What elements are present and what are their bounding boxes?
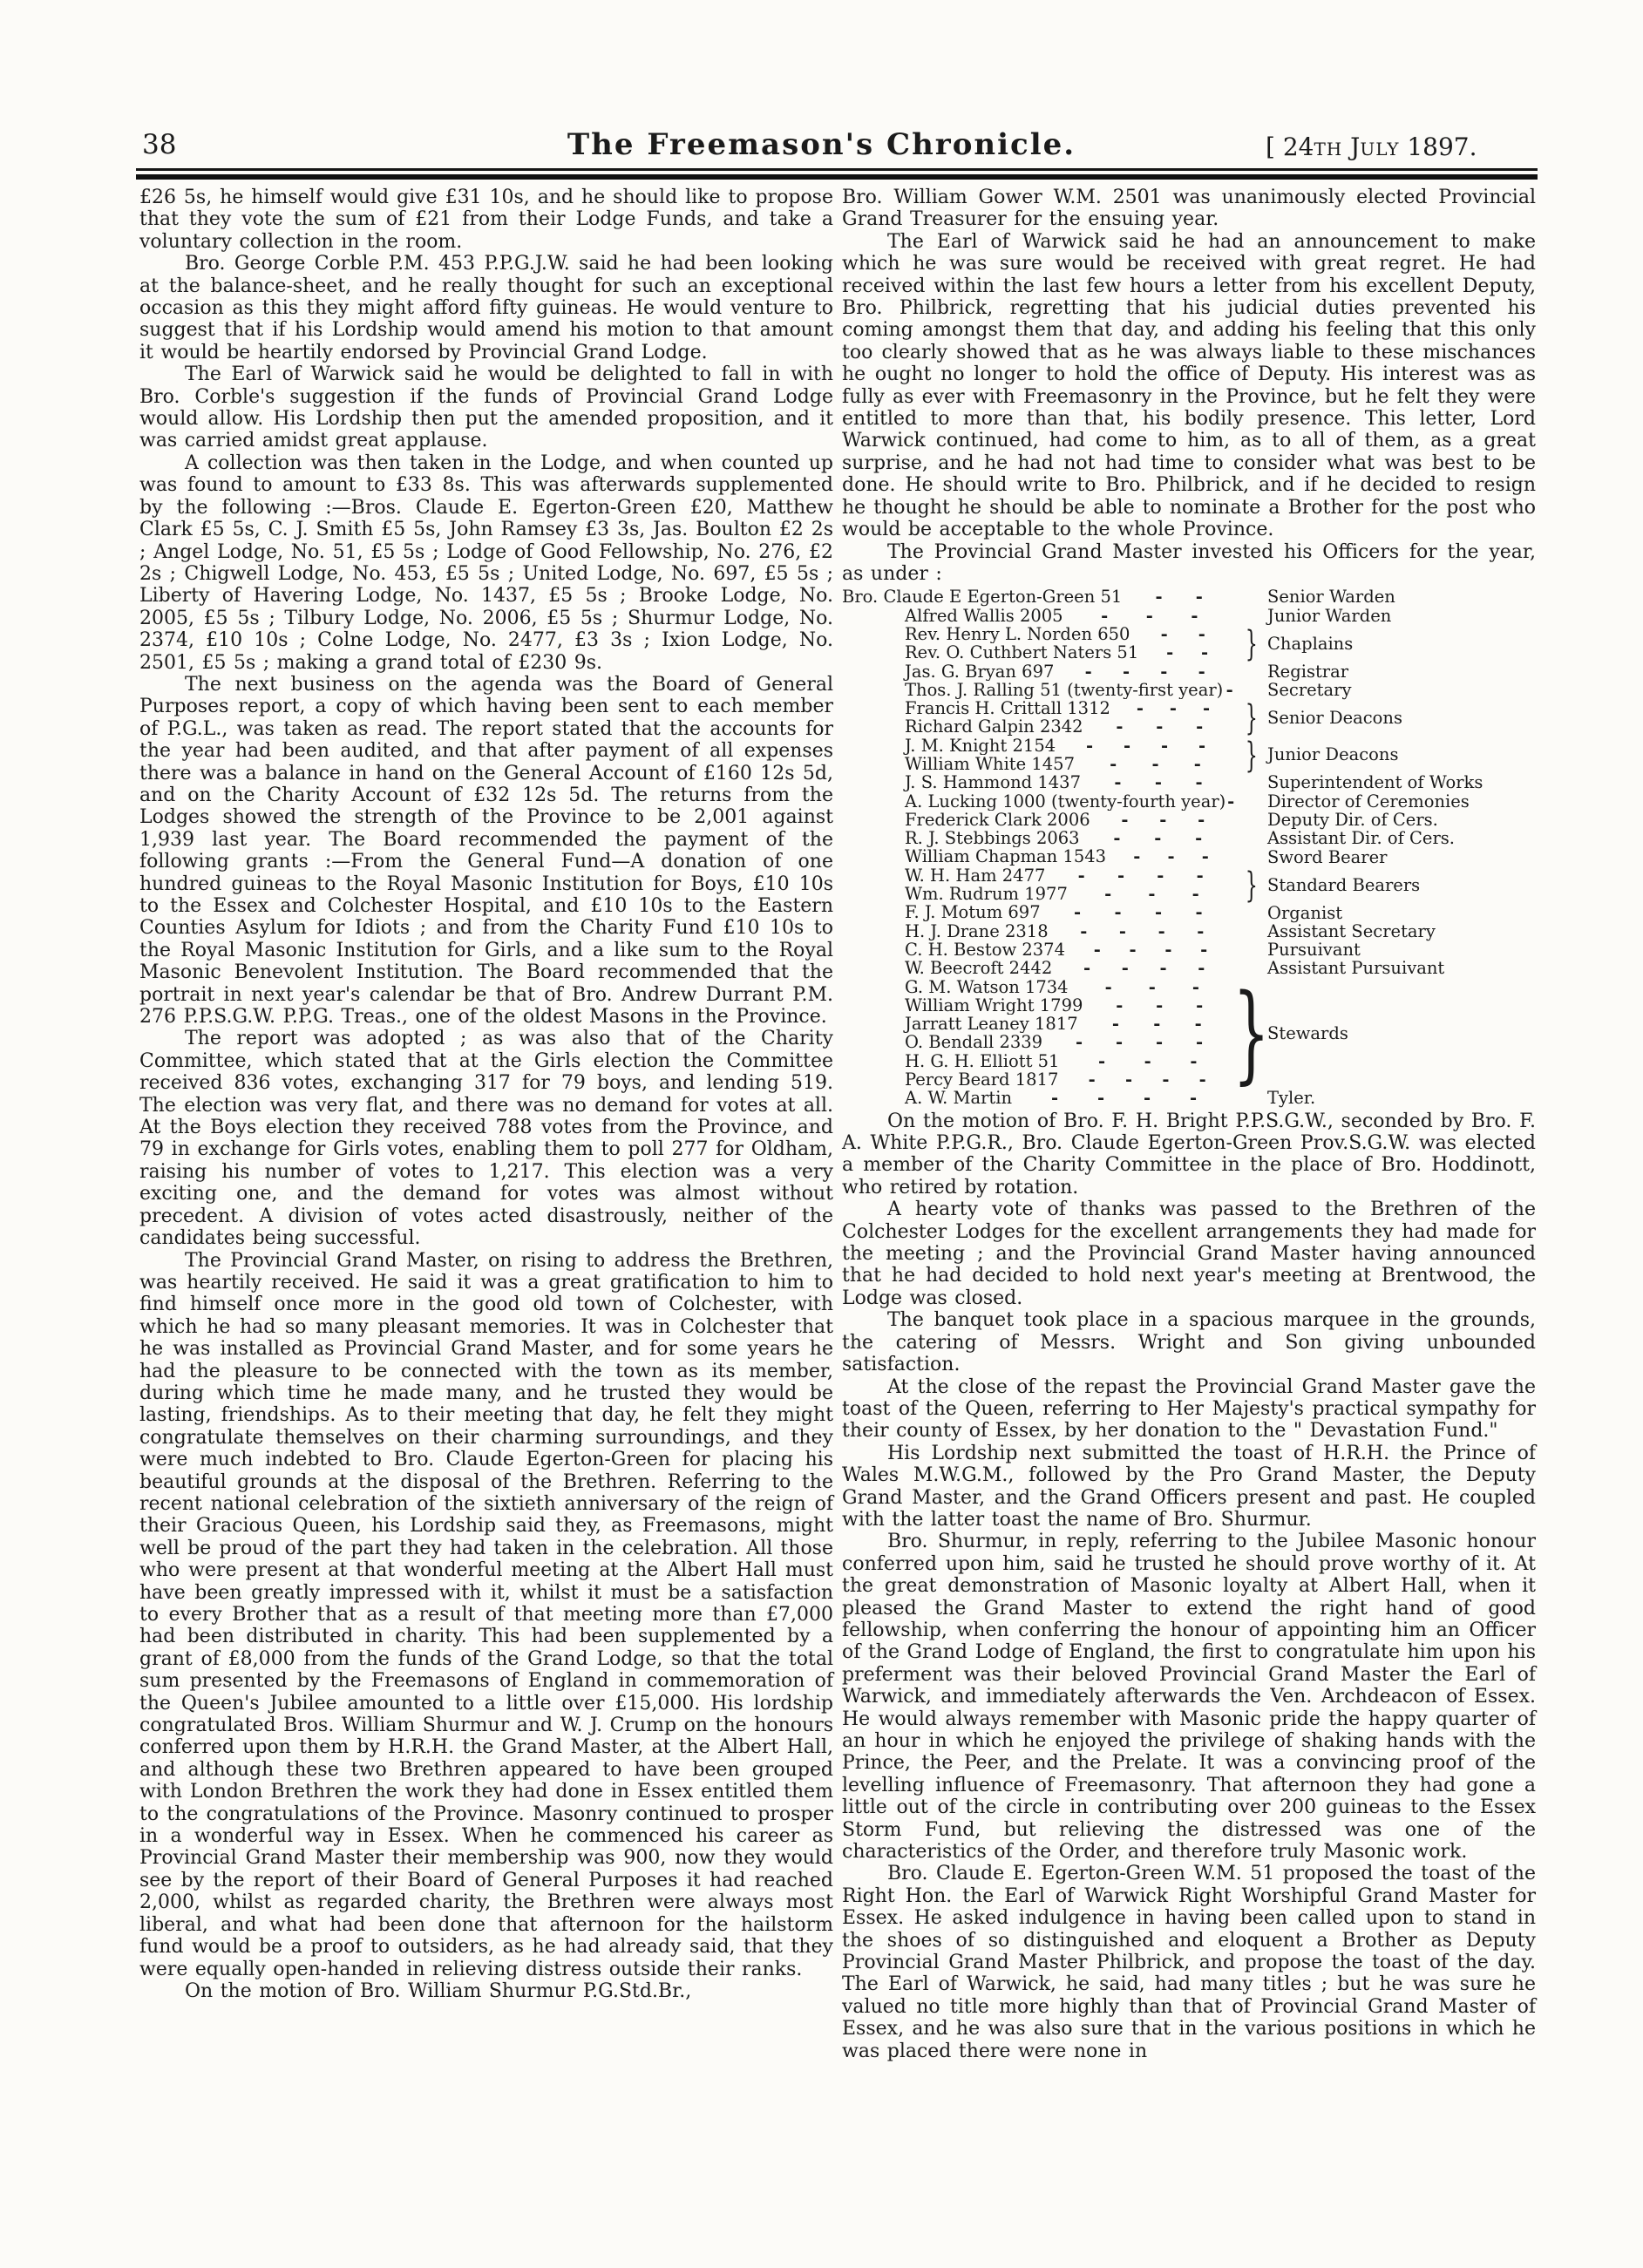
brace-icon: }: [1245, 733, 1259, 776]
right-paragraphs-before: [842, 187, 1536, 585]
issue-date-month-initial: J: [1342, 132, 1361, 161]
paragraph: The Provincial Grand Master invested his Officers for the year, as under :: [842, 540, 1536, 585]
officer-name: A. W. Martin: [905, 1089, 1013, 1108]
officer-row: [842, 866, 1236, 885]
officer-row: [842, 792, 1236, 811]
officer-name: Bro. Claude E Egerton-Green 51: [842, 587, 1123, 607]
officer-name: G. M. Watson 1734: [905, 977, 1069, 996]
officer-name: R. J. Stebbings 2063: [905, 829, 1080, 848]
officer-role: Registrar: [1267, 661, 1349, 682]
paragraph: At the close of the repast the Provincial Grand Master gave the toast of the Queen, referring to Her Majesty's practical sympathy for their county of Essex, by her donation to the " Devastation Fund.": [842, 1375, 1536, 1443]
officer-row: [842, 847, 1236, 866]
dash-leaders: - - -: [1116, 995, 1204, 1015]
officer-row: [842, 643, 1236, 662]
officer-row: [842, 1052, 1236, 1070]
officer-row: [842, 940, 1236, 959]
officer-row: [842, 681, 1236, 699]
paragraph: A hearty vote of thanks was passed to the Brethren of the Colchester Lodges for the excellent arrangements they had made for the meeting ; and the Provincial Grand Master having announced that he had decided to hold next year's meeting at Brentwood, the Lodge was closed.: [842, 1199, 1536, 1309]
dash-leaders: - - - -: [1088, 1070, 1206, 1090]
officer-row: [842, 1033, 1236, 1051]
officer-row: [842, 737, 1236, 755]
left-column: [139, 187, 833, 2002]
dash-leaders: - - -: [1110, 754, 1201, 774]
officer-role: Tyler.: [1267, 1088, 1316, 1109]
issue-date-year: 1897.: [1399, 132, 1477, 161]
officer-name: Thos. J. Ralling 51 (twenty-first year): [905, 680, 1224, 700]
officer-row: [842, 978, 1236, 996]
paragraph: Bro. George Corble P.M. 453 P.P.G.J.W. said he had been looking at the balance-sheet, and he really thought for such an exceptional occasion as this they might afford fifty guineas. He would venture to suggest that if his Lordship would amend his motion to that amount it would be heartily endorsed by Provincial Grand Lodge.: [139, 253, 833, 363]
page-number: 38: [142, 129, 177, 160]
issue-date-month-rest: ULY: [1360, 139, 1400, 160]
officer-name: A. Lucking 1000 (twenty-fourth year): [905, 791, 1226, 811]
officer-row: [842, 996, 1236, 1015]
paragraph: Bro. Claude E. Egerton-Green W.M. 51 proposed the toast of the Right Hon. the Earl of Warwick Right Worshipful Grand Master for Essex. He asked indulgence in having been called upon to stand in the shoes of so distinguished and eloquent a Brother as Deputy Provincial Grand Master Philbrick, and propose the toast of the day. The Earl of Warwick, he said, had many titles ; but he was sure he valued no title more highly than that of Provincial Grand Master of Essex, and he was also sure that in the various positions in which he was placed there were none in: [842, 1863, 1536, 2062]
dash-leaders: - - -: [1133, 847, 1209, 866]
paragraph: A collection was then taken in the Lodge, and when counted up was found to amount to £33 8s. This was afterwards supplemented by the following :—Bros. Claude E. Egerton-Green £20, Matthew Clark £5 5s, C. J. Smith £5 5s, John Ramsey £3 3s, Jas. Boulton £2 2s ; Angel Lodge, No. 51, £5 5s ; Lodge of Good Fellowship, No. 276, £2 2s ; Chigwell Lodge, No. 453, £5 5s ; United Lodge, No. 697, £5 5s ; Liberty of Havering Lodge, No. 1437, £5 5s ; Brooke Lodge, No. 2005, £5 5s ; Tilbury Lodge, No. 2006, £5 5s ; Shurmur Lodge, No. 2374, £10 10s ; Colne Lodge, No. 2477, £3 3s ; Ixion Lodge, No. 2501, £5 5s ; making a grand total of £230 9s.: [139, 452, 833, 674]
officer-row: [842, 587, 1236, 606]
dash-leaders: - - -: [1098, 1051, 1198, 1071]
officer-role: Assistant Secretary: [1267, 920, 1436, 941]
officer-name: Richard Galpin 2342: [905, 717, 1083, 737]
officer-role: Junior Warden: [1267, 605, 1392, 626]
officer-name: William Wright 1799: [905, 995, 1083, 1015]
officer-name: William White 1457: [905, 754, 1075, 774]
officer-row: [842, 755, 1236, 773]
dash-leaders: - - -: [1136, 699, 1211, 718]
issue-date-day: [ 24: [1266, 132, 1314, 161]
officer-row: [842, 625, 1236, 643]
page-title: The Freemason's Chronicle.: [567, 127, 1076, 162]
officer-name: C. H. Bestow 2374: [905, 940, 1065, 960]
officers-list: [842, 587, 1536, 1107]
officer-name: J. S. Hammond 1437: [905, 773, 1081, 792]
paragraph: Bro. Shurmur, in reply, referring to the Jubilee Masonic honour conferred upon him, said he trusted he should prove worthy of it. At the great demonstration of Masonic loyalty at Albert Hall, when it pleased the Grand Master to extend the right hand of good fellowship, when conferring the honour of appointing him an Officer of the Grand Lodge of England, the first to congratulate him upon his preferment was their beloved Provincial Grand Master the Earl of Warwick, and immediately afterwards the Ven. Archdeacon of Essex. He would always remember with Masonic pride the happy quarter of an hour in which he enjoyed the privilege of shaking hands with the Prince, the Peer, and the Prelate. It was a convincing proof of the levelling influence of Freemasonry. That afternoon they had gone a little out of the circle in contributing over 200 guineas to the Essex Storm Fund, but relieving the distressed was one of the characteristics of the Order, and therefore truly Masonic work.: [842, 1531, 1536, 1864]
paragraph: The Provincial Grand Master, on rising to address the Brethren, was heartily received. He said it was a great gratification to him to find himself once more in the good old town of Colchester, with which he had so many pleasant memories. It was in Colchester that he was installed as Provincial Grand Master, and for some years he had the pleasure to be connected with the town as its member, during which time he made many, and he trusted they would be lasting, friendships. As to their meeting that day, he felt they might congratulate themselves on their charming surroundings, and they were much indebted to Bro. Claude Egerton-Green for placing his beautiful grounds at the disposal of the Brethren. Referring to the recent national celebration of the sixtieth anniversary of the reign of their Gracious Queen, his Lordship said they, as Freemasons, might well be proud of the part they had taken in the celebration. All those who were present at that wonderful meeting at the Albert Hall must have been greatly impressed with it, whilst it must be a satisfaction to every Brother that as a result of that meeting more than £7,000 had been distributed in charity. This had been supplemented by a grant of £8,000 from the funds of the Grand Lodge, so that the total sum presented by the Freemasons of England in commemoration of the Queen's Jubilee amounted to a little over £15,000. His lordship congratulated Bros. William Shurmur and W. J. Crump on the honours conferred upon them by H.R.H. the Grand Master, at the Albert Hall, and although these two Brethren appeared to have been grouped with London Brethren the work they had done in Essex entitled them to the congratulations of the Province. Masonry continued to prosper in a wonderful way in Essex. When he commenced his career as Provincial Grand Master their membership was 900, now they would see by the report of their Board of General Purposes it had reached 2,000, whilst as regarded charity, the Brethren were always most liberal, and what had been done that afternoon for the hailstorm fund would be a proof to outsiders, as he had already said, that they were equally open-handed in relieving distress outside their ranks.: [139, 1249, 833, 1980]
paragraph: The next business on the agenda was the Board of General Purposes report, a copy of which having been sent to each member of P.G.L., was taken as read. The report stated that the accounts for the year had been audited, and that after payment of all expenses there was a balance in hand on the General Account of £160 12s 5d, and on the Charity Account of £32 12s 5d. The returns from the Lodges showed the strength of the Province to be 2,001 against 1,939 last year. The Board recommended the payment of the following grants :—From the General Fund—A donation of one hundred guineas to the Royal Masonic Institution for Boys, £10 10s to the Essex and Colchester Hospital, and £10 10s to the Eastern Counties Asylum for Idiots ; and from the Charity Fund £10 10s to the Royal Masonic Institution for Girls, and a like sum to the Royal Masonic Benevolent Institution. The Board recommended that the portrait in next year's calendar be that of Bro. Andrew Durrant P.M. 276 P.P.S.G.W. P.P.G. Treas., one of the oldest Masons in the Province.: [139, 673, 833, 1029]
dash-leaders: - - - -: [1080, 921, 1205, 940]
dash-leaders: - - -: [1111, 1015, 1202, 1034]
paragraph: On the motion of Bro. William Shurmur P.G.Std.Br.,: [185, 1979, 692, 2002]
officer-name: H. J. Drane 2318: [905, 921, 1049, 940]
officer-group-role: Senior Deacons: [1267, 707, 1402, 728]
dash-leaders: - -: [1155, 587, 1203, 607]
dash-leaders: - - - -: [1083, 959, 1205, 978]
officer-role: Assistant Pursuivant: [1267, 958, 1445, 979]
officer-name: Frederick Clark 2006: [905, 810, 1090, 830]
officer-row: [842, 773, 1236, 791]
dash-leaders: - -: [1160, 624, 1205, 644]
dash-leaders: - - - -: [1050, 1089, 1198, 1108]
officer-role: Organist: [1267, 902, 1343, 923]
officer-role: Assistant Dir. of Cers.: [1267, 828, 1455, 849]
dash-leaders: - - - -: [1084, 662, 1205, 681]
officer-group-role: Junior Deacons: [1267, 744, 1399, 765]
dash-leaders: - - -: [1113, 829, 1203, 848]
paragraph: The report was adopted ; as was also that of the Charity Committee, which stated that at the Girls election the Committee received 836 votes, exchanging 317 for 79 boys, and lending 519. The election was very flat, and there was no demand for votes at all. At the Boys election they received 788 votes from the Province, and 79 in exchange for Girls votes, enabling them to poll 277 for Oldham, raising his number of votes to 1,217. This election was a very exciting one, and the demand for votes was almost without precedent. A division of votes acted disastrously, neither of the candidates being successful.: [139, 1028, 833, 1250]
officer-row: [842, 1015, 1236, 1033]
officer-name: F. J. Motum 697: [905, 903, 1041, 922]
paragraph: On the motion of Bro. F. H. Bright P.P.S.G.W., seconded by Bro. F. A. White P.P.G.R., Bro. Claude Egerton-Green Prov.S.G.W. was elected a member of the Charity Committee in the place of Bro. Hoddinott, who retired by rotation.: [842, 1110, 1536, 1199]
paragraph: The Earl of Warwick said he would be delighted to fall in with Bro. Corble's suggestion if the funds of Provincial Grand Lodge would allow. His Lordship then put the amended proposition, and it was carried amidst great applause.: [139, 363, 833, 452]
officer-row: [842, 922, 1236, 940]
right-column: [842, 187, 1536, 2062]
officer-row: [842, 959, 1236, 977]
officer-name: W. H. Ham 2477: [905, 866, 1046, 886]
officer-name: Alfred Wallis 2005: [905, 606, 1063, 625]
officer-row: [842, 1070, 1236, 1089]
paragraph: £26 5s, he himself would give £31 10s, and he should like to propose that they vote the sum of £21 from their Lodge Funds, and take a voluntary collection in the room.: [139, 187, 833, 253]
officer-row: [842, 811, 1236, 829]
paragraph: Bro. William Gower W.M. 2501 was unanimously elected Provincial Grand Treasurer for the ensuing year.: [842, 187, 1536, 231]
brace-icon: }: [1232, 970, 1271, 1095]
dash-leaders: - - -: [1104, 977, 1199, 996]
officer-row: [842, 699, 1236, 717]
officer-name: William Chapman 1543: [905, 847, 1107, 866]
officer-role: Pursuivant: [1267, 940, 1361, 961]
officer-name: Rev. O. Cuthbert Naters 51: [905, 643, 1139, 662]
dash-leaders: - - -: [1101, 606, 1198, 625]
dash-leaders: -: [1225, 680, 1233, 700]
officer-role: Senior Warden: [1267, 587, 1395, 608]
officer-row: [842, 717, 1236, 736]
dash-leaders: - - - -: [1086, 736, 1206, 755]
issue-date: [1266, 132, 1477, 161]
officer-role: Superintendent of Works: [1267, 772, 1483, 793]
dash-leaders: - - -: [1114, 773, 1203, 792]
officer-name: J. M. Knight 2154: [905, 736, 1056, 755]
dash-leaders: - -: [1166, 643, 1209, 662]
officer-name: W. Beecroft 2442: [905, 959, 1053, 978]
officer-name: Wm. Rudrum 1977: [905, 885, 1068, 904]
dash-leaders: -: [1227, 791, 1235, 811]
dash-leaders: - - - -: [1093, 940, 1208, 960]
officer-group-role: Stewards: [1267, 1022, 1348, 1043]
officer-row: [842, 885, 1236, 903]
issue-date-th: TH: [1314, 139, 1343, 160]
officer-row: [842, 1089, 1236, 1107]
brace-icon: }: [1245, 863, 1259, 906]
officer-row: [842, 829, 1236, 847]
dash-leaders: - - -: [1121, 810, 1205, 830]
dash-leaders: - - - -: [1075, 1033, 1204, 1052]
officer-name: H. G. H. Elliott 51: [905, 1051, 1060, 1071]
officer-row: [842, 607, 1236, 625]
officer-name: Rev. Henry L. Norden 650: [905, 624, 1130, 644]
paragraph: His Lordship next submitted the toast of H.R.H. the Prince of Wales M.W.G.M., followed by the Pro Grand Master, the Deputy Grand Master, and the Grand Officers present and past. He coupled with the latter toast the name of Bro. Shurmur.: [842, 1442, 1536, 1531]
officer-name: O. Bendall 2339: [905, 1033, 1043, 1052]
paragraph: The Earl of Warwick said he had an announcement to make which he was sure would be received with great regret. He had received within the last few hours a letter from his excellent Deputy, Bro. Philbrick, regretting that his judicial duties prevented his coming amongst them that day, and adding his feeling that this only too clearly showed that as he was always liable to these mischances he ought no longer to hold the office of Deputy. His interest was as fully as ever with Freemasonry in the Province, but he felt they were entitled to more than that, his bodily presence. This letter, Lord Warwick continued, had come to him, as to all of them, as a great surprise, and he had not had time to consider what was best to be done. He should write to Bro. Philbrick, and if he decided to resign he thought he should be able to nominate a Brother for the post who would be acceptable to the whole Province.: [842, 230, 1536, 541]
officer-row: [842, 662, 1236, 681]
officer-role: Secretary: [1267, 679, 1352, 700]
dash-leaders: - - - -: [1077, 866, 1204, 886]
officer-role: Deputy Dir. of Cers.: [1267, 810, 1438, 831]
officer-role: Director of Ceremonies: [1267, 791, 1470, 811]
dash-leaders: - - - -: [1074, 903, 1203, 922]
officer-name: Jarratt Leaney 1817: [905, 1015, 1078, 1034]
officer-name: Percy Beard 1817: [905, 1070, 1059, 1090]
dash-leaders: - - -: [1104, 885, 1199, 904]
paragraph: The banquet took place in a spacious marquee in the grounds, the catering of Messrs. Wright and Son giving unbounded satisfaction.: [842, 1309, 1536, 1376]
brace-icon: }: [1245, 696, 1259, 739]
header-rule-thick: [136, 174, 1538, 180]
officer-role: Sword Bearer: [1267, 846, 1388, 867]
officer-group-role: Chaplains: [1267, 633, 1354, 654]
officer-row: [842, 903, 1236, 921]
officer-name: Jas. G. Bryan 697: [905, 662, 1055, 681]
officer-name: Francis H. Crittall 1312: [905, 699, 1110, 718]
header-rule-thin: [136, 168, 1538, 171]
officer-group-role: Standard Bearers: [1267, 874, 1421, 895]
right-paragraphs-after: [842, 1110, 1536, 2062]
brace-icon: }: [1245, 621, 1259, 664]
dash-leaders: - - -: [1116, 717, 1204, 737]
